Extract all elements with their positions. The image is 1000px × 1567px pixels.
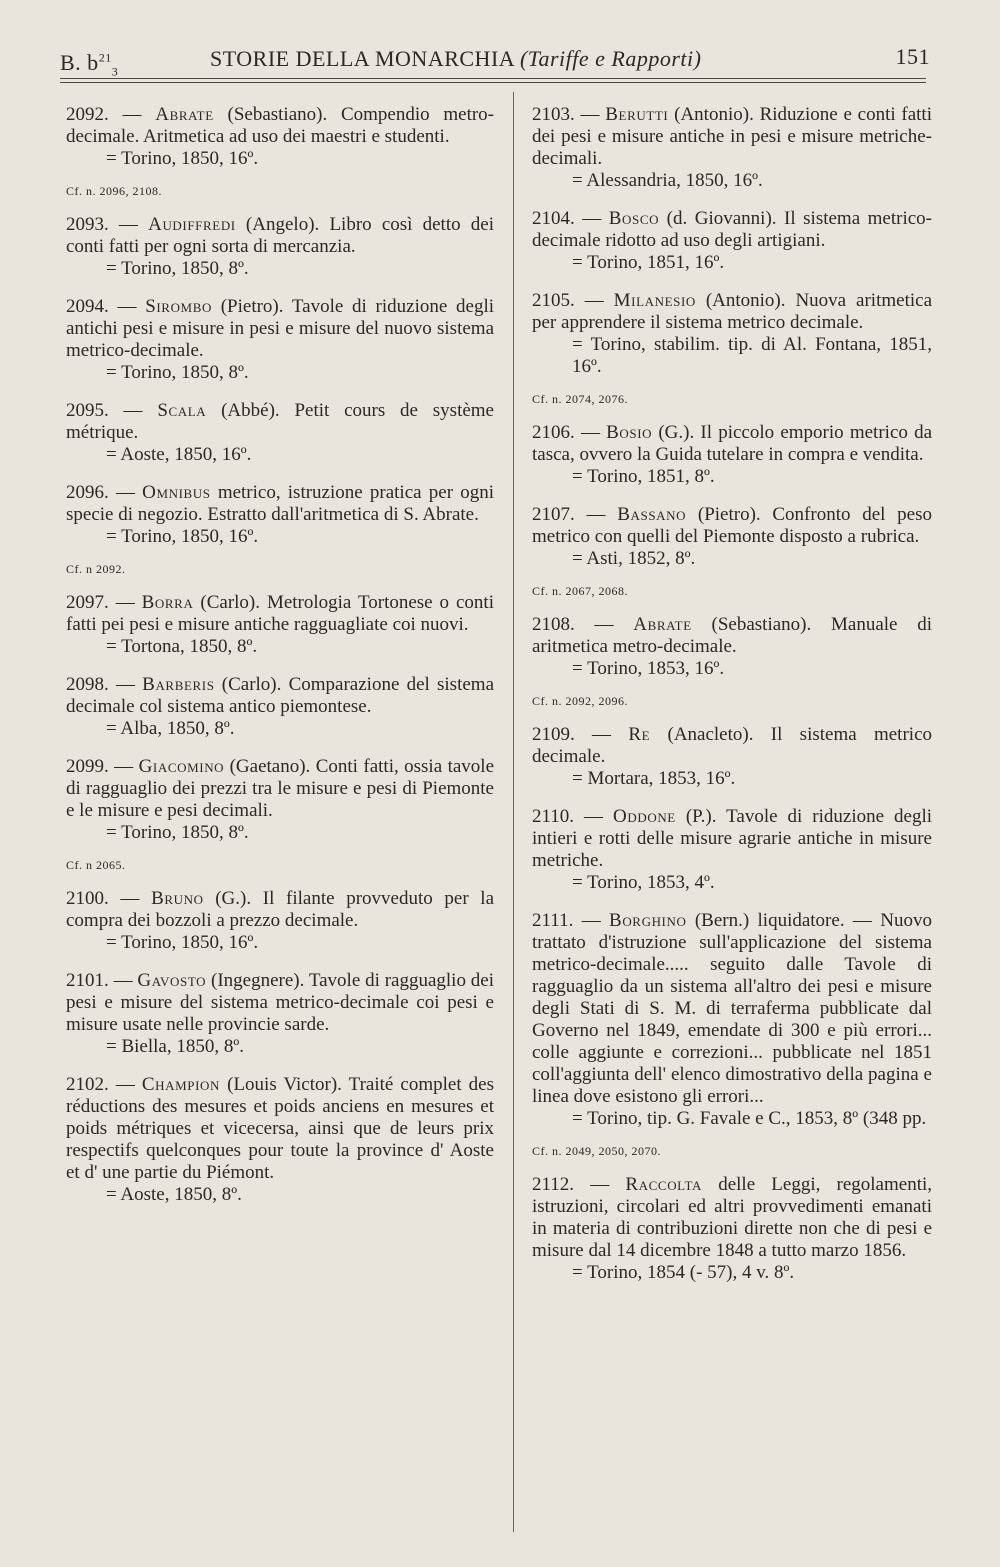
entry-author: Raccolta: [625, 1174, 703, 1195]
entry-author: Bosio: [606, 422, 653, 443]
entry-author: Gavosto: [137, 970, 207, 991]
entry-author: Omnibus: [142, 482, 211, 503]
entry-imprint: = Torino, 1850, 16º.: [106, 148, 259, 169]
page-header: [60, 38, 930, 78]
entry-number: 2094.: [66, 296, 109, 317]
entry-title: (Louis Victor). Traité complet des réductions des mesures et poids anciens en mesures et poids métriques et vicecersa, ainsi que de leurs prix respectifs quelconques pour toute la province d' Aoste et d' une partie du Piémont.: [66, 1074, 494, 1183]
catalog-entry: 2101. — Gavosto (Ingegnere). Tavole di ragguaglio dei pesi e misure del sistema metrico-decimale coi pesi e misure usate nelle provincie sarde. = Biella, 1850, 8º.: [66, 970, 494, 1057]
entry-number: 2101.: [66, 970, 109, 991]
left-column: [66, 104, 494, 1222]
entry-number: 2095.: [66, 400, 109, 421]
entry-imprint: = Torino, 1851, 8º.: [572, 466, 715, 487]
header-rule-top: [60, 78, 926, 79]
entry-title: (P.). Tavole di riduzione degli intieri e rotti delle misure agrarie antiche in misure metriche.: [532, 806, 933, 871]
entry-imprint: = Tortona, 1850, 8º.: [106, 636, 258, 657]
entry-imprint: = Asti, 1852, 8º.: [572, 548, 696, 569]
entry-number: 2108.: [532, 614, 575, 635]
entry-number: 2098.: [66, 674, 109, 695]
catalog-entry: 2099. — Giacomino (Gaetano). Conti fatti, ossia tavole di ragguaglio dei prezzi tra le misure e pesi di Piemonte e le misure e pesi decimali. = Torino, 1850, 8º. Cf. n 2065.: [66, 756, 494, 876]
entry-number: 2093.: [66, 214, 109, 235]
entry-author: Borghino: [609, 910, 687, 931]
page-number: 151: [895, 44, 930, 69]
right-column: [532, 104, 932, 1300]
entry-imprint: = Aoste, 1850, 16º.: [106, 444, 252, 465]
entry-author: Oddone: [613, 806, 676, 827]
catalog-entry: 2098. — Barberis (Carlo). Comparazione del sistema decimale col sistema antico piemontese. = Alba, 1850, 8º.: [66, 674, 494, 739]
entry-author: Sirombo: [145, 296, 212, 317]
entry-title: metrico, istruzione pratica per ogni specie di negozio. Estratto dall'aritmetica di S. Abrate.: [66, 482, 494, 525]
catalog-entry: 2112. — Raccolta delle Leggi, regolamenti, istruzioni, circolari ed altri provvedimenti emanati in materia di contribuzioni dirette non che di pesi e misure dal 14 dicembre 1848 a tutto marzo 1856. = Torino, 1854 (- 57), 4 v. 8º.: [532, 1174, 933, 1283]
entry-imprint: = Torino, 1853, 16º.: [572, 658, 725, 679]
catalog-entry: 2111. — Borghino (Bern.) liquidatore. — Nuovo trattato d'istruzione sull'applicazione del sistema metrico-decimale..... seguito dalle Tavole di ragguaglio da un sistema all'altro dei pesi e misure degli Stati di S. M. di terraferma pubblicate dal Governo nel 1849, emendate di 300 e più errori... colle aggiunte e correzioni... pubblicate nel 1851 coll'aggiunta dell' elenco dimostrativo della pagina e linea dove esistono gli errori... = Torino, tip. G. Favale e C., 1853, 8º (348 pp. Cf. n. 2049, 2050, 2070.: [532, 910, 932, 1162]
entry-number: 2097.: [66, 592, 109, 613]
entry-title: (G.). Il filante provveduto per la compra dei bozzoli a prezzo decimale.: [66, 888, 495, 931]
entry-imprint: = Torino, 1850, 16º.: [106, 932, 259, 953]
entry-crossref: Cf. n. 2096, 2108.: [66, 184, 162, 198]
catalog-entry: 2110. — Oddone (P.). Tavole di riduzione degli intieri e rotti delle misure agrarie antiche in misure metriche. = Torino, 1853, 4º.: [532, 806, 933, 893]
column-divider: [513, 92, 514, 1532]
entry-title: (Anacleto). Il sistema metrico decimale.: [532, 724, 933, 767]
entry-title: (Pietro). Confronto del peso metrico con quelli del Piemonte disposto a rubrica.: [532, 504, 933, 547]
catalog-entry: 2102. — Champion (Louis Victor). Traité complet des réductions des mesures et poids anciens en mesures et poids métriques et vicecersa, ainsi que de leurs prix respectifs quelconques pour toute la province d' Aoste et d' une partie du Piémont. = Aoste, 1850, 8º.: [66, 1074, 494, 1205]
entry-imprint: = Torino, 1850, 8º.: [106, 822, 249, 843]
entry-author: Abrate: [633, 614, 692, 635]
entry-author: Borra: [141, 592, 194, 613]
entry-crossref: Cf. n. 2049, 2050, 2070.: [532, 1144, 661, 1158]
entry-author: Giacomino: [138, 756, 225, 777]
entry-author: Audiffredi: [148, 214, 236, 235]
entry-number: 2096.: [66, 482, 109, 503]
entry-imprint: = Torino, 1850, 16º.: [106, 526, 259, 547]
entry-title: (Pietro). Tavole di riduzione degli antichi pesi e misure in pesi e misure del nuovo sistema metrico-decimale.: [66, 296, 495, 361]
entry-number: 2112.: [532, 1174, 575, 1195]
entry-number: 2106.: [532, 422, 575, 443]
entry-title: (Carlo). Metrologia Tortonese o conti fatti pei pesi e misure antiche ragguagliate coi nuovi.: [66, 592, 494, 635]
entry-title: delle Leggi, regolamenti, istruzioni, circolari ed altri provvedimenti emanati in materia di contribuzioni dirette non che di pesi e misure dal 14 dicembre 1848 a tutto marzo 1856.: [532, 1174, 933, 1261]
entry-crossref: Cf. n. 2092, 2096.: [532, 694, 628, 708]
entry-title: (d. Giovanni). Il sistema metrico-decimale ridotto ad uso degli artigiani.: [532, 208, 933, 251]
shelf-signature: B. $b^{21}_3$: [60, 50, 119, 79]
catalog-entry: 2103. — Berutti (Antonio). Riduzione e conti fatti dei pesi e misure antiche in pesi e misure metriche-decimali. = Alessandria, 1850, 16º.: [532, 104, 932, 191]
entry-imprint: = Aoste, 1850, 8º.: [106, 1184, 242, 1205]
entry-title: (G.). Il piccolo emporio metrico da tasca, ovvero la Guida tutelare in compra e vendita.: [532, 422, 933, 465]
entry-imprint: = Mortara, 1853, 16º.: [572, 768, 736, 789]
catalog-entry: 2095. — Scala (Abbé). Petit cours de système métrique. = Aoste, 1850, 16º.: [66, 400, 494, 465]
entry-author: Bassano: [617, 504, 687, 525]
entry-author: Abrate: [155, 104, 214, 125]
entry-title: (Antonio). Riduzione e conti fatti dei pesi e misure antiche in pesi e misure metriche-decimali.: [532, 104, 932, 169]
catalog-entry: 2107. — Bassano (Pietro). Confronto del peso metrico con quelli del Piemonte disposto a rubrica. = Asti, 1852, 8º. Cf. n. 2067, 2068.: [532, 504, 932, 602]
entry-number: 2104.: [532, 208, 575, 229]
entry-title: (Sebastiano). Manuale di aritmetica metro-decimale.: [532, 614, 932, 657]
entry-number: 2105.: [532, 290, 575, 311]
entry-author: Bruno: [151, 888, 204, 909]
entry-title: (Abbé). Petit cours de système métrique.: [66, 400, 494, 443]
catalog-entry: 2109. — Re (Anacleto). Il sistema metrico decimale. = Mortara, 1853, 16º.: [532, 724, 933, 789]
catalog-entry: 2096. — Omnibus metrico, istruzione pratica per ogni specie di negozio. Estratto dall'aritmetica di S. Abrate. = Torino, 1850, 16º. Cf. n 2092.: [66, 482, 494, 580]
entry-number: 2109.: [532, 724, 575, 745]
entry-imprint: = Torino, 1854 (- 57), 4 v. 8º.: [572, 1262, 795, 1283]
entry-title: (Angelo). Libro così detto dei conti fatti per ogni sorta di mercanzia.: [66, 214, 495, 257]
entry-imprint: = Torino, 1851, 16º.: [572, 252, 725, 273]
entry-imprint: = Torino, 1850, 8º.: [106, 258, 249, 279]
catalog-entry: 2100. — Bruno (G.). Il filante provveduto per la compra dei bozzoli a prezzo decimale. = Torino, 1850, 16º.: [66, 888, 495, 953]
entry-imprint: = Alba, 1850, 8º.: [106, 718, 235, 739]
entry-number: 2110.: [532, 806, 575, 827]
entry-number: 2103.: [532, 104, 575, 125]
entry-number: 2099.: [66, 756, 109, 777]
entry-author: Milanesio: [613, 290, 696, 311]
catalog-entry: 2092. — Abrate (Sebastiano). Compendio metro-decimale. Aritmetica ad uso dei maestri e studenti. = Torino, 1850, 16º. Cf. n. 2096, 2108.: [66, 104, 494, 202]
entry-crossref: Cf. n 2065.: [66, 858, 126, 872]
entry-number: 2100.: [66, 888, 109, 909]
catalog-entry: 2094. — Sirombo (Pietro). Tavole di riduzione degli antichi pesi e misure in pesi e misure del nuovo sistema metrico-decimale. = Torino, 1850, 8º.: [66, 296, 495, 383]
catalog-entry: 2104. — Bosco (d. Giovanni). Il sistema metrico-decimale ridotto ad uso degli artigiani. = Torino, 1851, 16º.: [532, 208, 933, 273]
entry-author: Scala: [157, 400, 207, 421]
catalog-entry: 2106. — Bosio (G.). Il piccolo emporio metrico da tasca, ovvero la Guida tutelare in compra e vendita. = Torino, 1851, 8º.: [532, 422, 933, 487]
entry-title: (Carlo). Comparazione del sistema decimale col sistema antico piemontese.: [66, 674, 494, 717]
entry-author: Barberis: [142, 674, 215, 695]
entry-imprint: = Torino, tip. G. Favale e C., 1853, 8º (348 pp.: [572, 1108, 927, 1129]
entry-number: 2111.: [532, 910, 574, 931]
entry-imprint: = Alessandria, 1850, 16º.: [572, 170, 763, 191]
entry-author: Re: [628, 724, 651, 745]
entry-title: (Ingegnere). Tavole di ragguaglio dei pesi e misure del sistema metrico-decimale coi pesi e misure usate nelle provincie sarde.: [66, 970, 494, 1035]
entry-crossref: Cf. n 2092.: [66, 562, 126, 576]
entry-title: (Gaetano). Conti fatti, ossia tavole di ragguaglio dei prezzi tra le misure e pesi di Piemonte e le misure e pesi decimali.: [66, 756, 494, 821]
catalog-entry: 2097. — Borra (Carlo). Metrologia Tortonese o conti fatti pei pesi e misure antiche ragguagliate coi nuovi. = Tortona, 1850, 8º.: [66, 592, 494, 657]
entry-number: 2092.: [66, 104, 109, 125]
catalog-entry: 2108. — Abrate (Sebastiano). Manuale di aritmetica metro-decimale. = Torino, 1853, 16º. Cf. n. 2092, 2096.: [532, 614, 932, 712]
entry-number: 2102.: [66, 1074, 109, 1095]
catalog-entry: 2105. — Milanesio (Antonio). Nuova aritmetica per apprendere il sistema metrico decimale. = Torino, stabilim. tip. di Al. Fontana, 1851, 16º. Cf. n. 2074, 2076.: [532, 290, 932, 410]
catalog-entry: 2093. — Audiffredi (Angelo). Libro così detto dei conti fatti per ogni sorta di mercanzia. = Torino, 1850, 8º.: [66, 214, 495, 279]
entry-imprint: = Torino, stabilim. tip. di Al. Fontana, 1851, 16º.: [572, 334, 932, 377]
entry-author: Bosco: [608, 208, 660, 229]
entry-imprint: = Torino, 1850, 8º.: [106, 362, 249, 383]
entry-title: (Sebastiano). Compendio metro-decimale. Aritmetica ad uso dei maestri e studenti.: [66, 104, 495, 147]
header-rule-bottom: [60, 82, 926, 83]
entry-author: Champion: [141, 1074, 221, 1095]
entry-crossref: Cf. n. 2074, 2076.: [532, 392, 628, 406]
entry-title: (Antonio). Nuova aritmetica per apprendere il sistema metrico decimale.: [532, 290, 932, 333]
entry-author: Berutti: [605, 104, 669, 125]
entry-imprint: = Biella, 1850, 8º.: [106, 1036, 244, 1057]
entry-imprint: = Torino, 1853, 4º.: [572, 872, 715, 893]
entry-title: (Bern.) liquidatore. — Nuovo trattato d'istruzione sull'applicazione del sistema metrico-decimale..... seguito dalle Tavole di ragguaglio da un sistema all'altro dei pesi e misure degli Stati di S. M. di terraferma pubblicate dal Governo nel 1849, emendate di 300 e più errori... colle aggiunte e correzioni... pubblicate nel 1851 coll'aggiunta dell' elenco dimostrativo della pagina e linea dove esistono gli errori...: [532, 910, 932, 1107]
entry-crossref: Cf. n. 2067, 2068.: [532, 584, 628, 598]
entry-number: 2107.: [532, 504, 575, 525]
running-title: STORIE DELLA MONARCHIA (Tariffe e Rapporti): [210, 46, 702, 71]
